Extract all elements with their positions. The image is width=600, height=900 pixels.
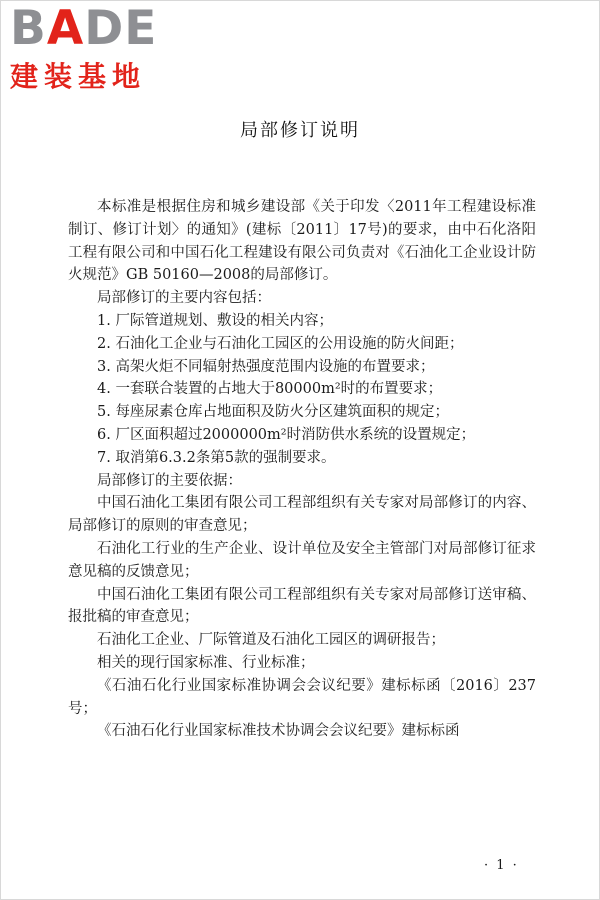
list-item: 5. 每座尿素仓库占地面积及防火分区建筑面积的规定；	[97, 404, 449, 421]
basis-paragraph: 相关的现行国家标准、行业标准；	[97, 654, 315, 671]
list-item: 1. 厂际管道规划、敷设的相关内容；	[97, 312, 333, 329]
logo-mark-accent: A	[46, 1, 85, 56]
document-body	[68, 196, 536, 743]
intro-paragraph: 本标准是根据住房和城乡建设部《关于印发〈2011年工程建设标准制订、修订计划〉的通知》(建标〔2011〕17号)的要求，由中石化洛阳工程有限公司和中国石化工程建设有限公司负责对《石油化工企业设计防火规范》GB 50160—2008的局部修订。	[68, 199, 536, 284]
basis-paragraph: 《石油石化行业国家标准技术协调会会议纪要》建标标函	[97, 723, 460, 740]
list-item: 4. 一套联合装置的占地大于80000m²时的布置要求；	[97, 381, 443, 398]
list-item: 3. 高架火炬不同辐射热强度范围内设施的布置要求；	[97, 358, 435, 375]
list-item: 7. 取消第6.3.2条第5款的强制要求。	[97, 449, 336, 466]
logo-mark-post: DE	[84, 1, 158, 56]
basis-paragraph: 中国石油化工集团有限公司工程部组织有关专家对局部修订的内容、局部修订的原则的审查意见；	[68, 495, 536, 535]
document-title: 局部修订说明	[240, 120, 360, 141]
list-item: 6. 厂区面积超过2000000m²时消防供水系统的设置规定；	[97, 426, 476, 443]
basis-paragraph: 石油化工企业、厂际管道及石油化工园区的调研报告；	[97, 632, 445, 649]
bade-logo	[10, 1, 180, 94]
logo-subtitle: 建装基地	[10, 60, 147, 93]
basis-heading: 局部修订的主要依据：	[97, 472, 242, 489]
basis-paragraph: 石油化工行业的生产企业、设计单位及安全主管部门对局部修订征求意见稿的反馈意见；	[68, 540, 536, 580]
logo-mark-pre: B	[10, 1, 47, 56]
logo-mark	[10, 1, 180, 56]
basis-paragraph: 中国石油化工集团有限公司工程部组织有关专家对局部修订送审稿、报批稿的审查意见；	[68, 586, 536, 626]
basis-paragraph: 《石油石化行业国家标准协调会会议纪要》建标标函〔2016〕237号；	[68, 677, 536, 717]
contents-heading: 局部修订的主要内容包括：	[97, 290, 271, 307]
page-number: · 1 ·	[484, 858, 519, 873]
list-item: 2. 石油化工企业与石油化工园区的公用设施的防火间距；	[97, 335, 464, 352]
